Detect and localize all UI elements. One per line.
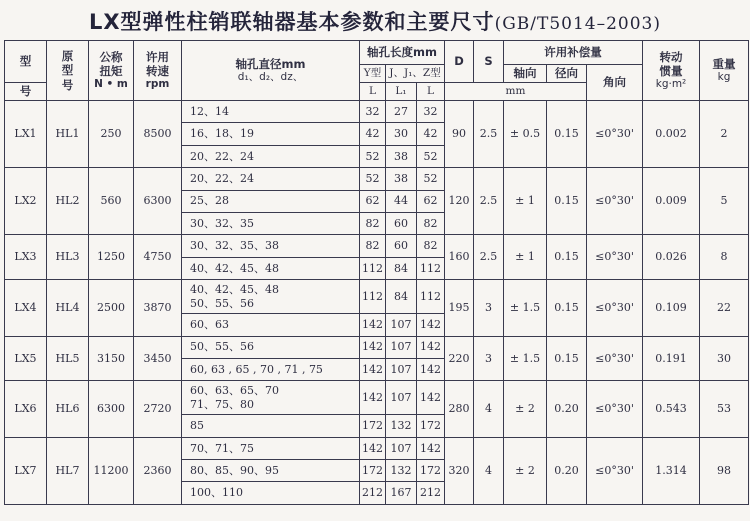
bore-diameter-cell [182, 280, 360, 314]
y-length-cell: 112 [360, 280, 386, 314]
weight-cell: 30 [700, 336, 749, 381]
d-cell: 195 [445, 280, 474, 336]
torque-cell: 1250 [89, 235, 134, 280]
j-l1-length-cell: 27 [386, 101, 417, 123]
y-l-header: L [360, 83, 386, 101]
axial-header: 轴向 [504, 65, 547, 83]
bore-diameter-value: 60、63 [190, 317, 229, 331]
bore-diameter-cell [182, 336, 360, 358]
orig-model-cell: HL2 [47, 168, 89, 235]
orig-model-cell: HL5 [47, 336, 89, 381]
speed-cell: 3870 [134, 280, 182, 336]
j-l-length-cell: 142 [417, 381, 445, 415]
j-l-header: L [417, 83, 445, 101]
j-l1-length-cell: 132 [386, 460, 417, 482]
weight-cell: 2 [700, 101, 749, 168]
y-length-cell: 142 [360, 336, 386, 358]
speed-cell: 8500 [134, 101, 182, 168]
inertia-cell: 0.009 [643, 168, 700, 235]
bore-diameter-cell [182, 101, 360, 123]
torque-cell: 560 [89, 168, 134, 235]
model-header: 型 [5, 41, 47, 83]
j-l-length-cell: 212 [417, 482, 445, 504]
y-length-cell: 142 [360, 437, 386, 459]
bore-diameter-value: 70、71、75 [190, 441, 254, 455]
bore-diameter-value: 60, 63 , 65 , 70 , 71 , 75 [190, 362, 323, 376]
j-l-length-cell: 82 [417, 235, 445, 257]
table-row [5, 437, 749, 459]
angular-cell: ≤0°30' [587, 101, 643, 168]
y-length-cell: 32 [360, 101, 386, 123]
table-row [5, 168, 749, 190]
s-cell: 2.5 [474, 101, 504, 168]
bore-diameter-value: 80、85、90、95 [190, 463, 279, 477]
j-l1-length-cell: 60 [386, 235, 417, 257]
j-l-length-cell: 42 [417, 123, 445, 145]
j-l1-length-cell: 44 [386, 190, 417, 212]
j-l1-length-cell: 107 [386, 381, 417, 415]
radial-header: 径向 [547, 65, 587, 83]
y-length-cell: 42 [360, 123, 386, 145]
bore-diameter-value: 40、42、45、48 [190, 261, 279, 275]
bore-diameter-cell [182, 381, 360, 415]
bore-diameter-cell [182, 235, 360, 257]
speed-cell: 2360 [134, 437, 182, 504]
j-l-length-cell: 142 [417, 314, 445, 336]
bore-diameter-cell [182, 415, 360, 437]
speed-header: 许用 转速 rpm [134, 41, 182, 101]
j-l-length-cell: 112 [417, 280, 445, 314]
model-header-lower: 号 [5, 83, 47, 101]
axial-cell: ± 2 [504, 437, 547, 504]
bore-diameter-cell [182, 168, 360, 190]
y-length-cell: 112 [360, 257, 386, 279]
y-length-cell: 82 [360, 212, 386, 234]
s-cell: 4 [474, 381, 504, 437]
weight-cell: 98 [700, 437, 749, 504]
torque-cell: 6300 [89, 381, 134, 437]
table-row [5, 381, 749, 415]
d-cell: 90 [445, 101, 474, 168]
d-cell: 160 [445, 235, 474, 280]
model-cell: LX6 [5, 381, 47, 437]
orig-model-header: 原 型 号 [47, 41, 89, 101]
bore-diameter-cell [182, 257, 360, 279]
model-cell: LX4 [5, 280, 47, 336]
bore-diameter-cell [182, 314, 360, 336]
y-length-cell: 142 [360, 314, 386, 336]
torque-cell: 2500 [89, 280, 134, 336]
y-length-cell: 52 [360, 145, 386, 167]
orig-model-cell: HL4 [47, 280, 89, 336]
y-length-cell: 52 [360, 168, 386, 190]
model-cell: LX5 [5, 336, 47, 381]
j-l-length-cell: 112 [417, 257, 445, 279]
bore-diameter-value: 30、32、35 [190, 216, 254, 230]
j-l-length-cell: 142 [417, 336, 445, 358]
bore-diameter-cell [182, 482, 360, 504]
d-cell: 280 [445, 381, 474, 437]
s-cell: 2.5 [474, 168, 504, 235]
bore-diameter-value: 50、55、56 [190, 340, 254, 354]
axial-cell: ± 1 [504, 235, 547, 280]
bore-diameter-value: 71、75、80 [190, 397, 254, 411]
j-l1-length-cell: 167 [386, 482, 417, 504]
j-l-length-cell: 82 [417, 212, 445, 234]
y-length-cell: 62 [360, 190, 386, 212]
torque-cell: 250 [89, 101, 134, 168]
j-l-length-cell: 172 [417, 460, 445, 482]
mm-unit-header: mm [445, 83, 587, 101]
d-cell: 220 [445, 336, 474, 381]
weight-cell: 5 [700, 168, 749, 235]
orig-model-cell: HL6 [47, 381, 89, 437]
j-l-length-cell: 52 [417, 145, 445, 167]
j-l1-length-cell: 107 [386, 336, 417, 358]
axial-cell: ± 2 [504, 381, 547, 437]
s-cell: 2.5 [474, 235, 504, 280]
weight-cell: 53 [700, 381, 749, 437]
radial-cell: 0.15 [547, 280, 587, 336]
page-title [0, 4, 750, 40]
radial-cell: 0.20 [547, 437, 587, 504]
s-cell: 3 [474, 280, 504, 336]
bore-diameter-cell [182, 437, 360, 459]
weight-cell: 22 [700, 280, 749, 336]
bore-diameter-value: 40、42、45、48 [190, 282, 279, 296]
model-cell: LX7 [5, 437, 47, 504]
bore-diameter-cell [182, 190, 360, 212]
inertia-header: 转动 惯量 kg·m² [643, 41, 700, 101]
radial-cell: 0.20 [547, 381, 587, 437]
bore-diameter-value: 25、28 [190, 194, 229, 208]
spec-table [4, 40, 749, 505]
j-l1-length-cell: 84 [386, 257, 417, 279]
title-standard: (GB/T5014–2003) [494, 14, 661, 34]
bore-diameter-value: 50、55、56 [190, 296, 254, 310]
inertia-cell: 1.314 [643, 437, 700, 504]
torque-cell: 11200 [89, 437, 134, 504]
j-l-length-cell: 52 [417, 168, 445, 190]
table-row [5, 101, 749, 123]
table-row [5, 280, 749, 314]
orig-model-cell: HL3 [47, 235, 89, 280]
bore-diameter-value: 16、18、19 [190, 127, 254, 141]
table-row [5, 336, 749, 358]
y-length-cell: 142 [360, 358, 386, 380]
speed-cell: 3450 [134, 336, 182, 381]
j-l1-header: L₁ [386, 83, 417, 101]
y-length-cell: 212 [360, 482, 386, 504]
speed-cell: 6300 [134, 168, 182, 235]
bore-diameter-value: 30、32、35、38 [190, 239, 279, 253]
angular-cell: ≤0°30' [587, 336, 643, 381]
j-l1-length-cell: 107 [386, 314, 417, 336]
j-l1-length-cell: 84 [386, 280, 417, 314]
j-l1-length-cell: 132 [386, 415, 417, 437]
j-l1-length-cell: 107 [386, 437, 417, 459]
bore-diameter-value: 85 [190, 419, 204, 433]
y-length-cell: 142 [360, 381, 386, 415]
inertia-cell: 0.543 [643, 381, 700, 437]
speed-cell: 4750 [134, 235, 182, 280]
bore-diameter-cell [182, 145, 360, 167]
j-l1-length-cell: 38 [386, 145, 417, 167]
angular-cell: ≤0°30' [587, 381, 643, 437]
bore-diameter-cell [182, 358, 360, 380]
y-length-cell: 172 [360, 415, 386, 437]
bore-diameter-cell [182, 460, 360, 482]
y-type-header: Y型 [360, 65, 386, 83]
j-l1-length-cell: 30 [386, 123, 417, 145]
angular-cell: ≤0°30' [587, 168, 643, 235]
model-cell: LX3 [5, 235, 47, 280]
orig-model-cell: HL7 [47, 437, 89, 504]
model-cell: LX1 [5, 101, 47, 168]
j-l1-length-cell: 38 [386, 168, 417, 190]
angular-cell: ≤0°30' [587, 280, 643, 336]
inertia-cell: 0.109 [643, 280, 700, 336]
j-l-length-cell: 62 [417, 190, 445, 212]
bore-length-header: 轴孔长度mm [360, 41, 445, 65]
j-z-type-header: J、J₁、Z型 [386, 65, 445, 83]
bore-diameter-cell [182, 212, 360, 234]
bore-diameter-value: 60、63、65、70 [190, 384, 279, 398]
compensation-header: 许用补偿量 [504, 41, 643, 65]
axial-cell: ± 1 [504, 168, 547, 235]
bore-diameter-value: 100、110 [190, 486, 243, 500]
radial-cell: 0.15 [547, 235, 587, 280]
s-cell: 4 [474, 437, 504, 504]
inertia-cell: 0.191 [643, 336, 700, 381]
radial-cell: 0.15 [547, 168, 587, 235]
header-row-1 [5, 41, 749, 65]
weight-cell: 8 [700, 235, 749, 280]
inertia-cell: 0.002 [643, 101, 700, 168]
angular-cell: ≤0°30' [587, 235, 643, 280]
bore-diameter-value: 12、14 [190, 104, 229, 118]
bore-diameter-value: 20、22、24 [190, 171, 254, 185]
j-l-length-cell: 172 [417, 415, 445, 437]
radial-cell: 0.15 [547, 336, 587, 381]
speed-cell: 2720 [134, 381, 182, 437]
table-row [5, 235, 749, 257]
inertia-cell: 0.026 [643, 235, 700, 280]
axial-cell: ± 1.5 [504, 336, 547, 381]
weight-header: 重量 kg [700, 41, 749, 101]
spec-body [5, 101, 749, 505]
orig-model-cell: HL1 [47, 101, 89, 168]
model-cell: LX2 [5, 168, 47, 235]
y-length-cell: 82 [360, 235, 386, 257]
torque-header: 公称 扭矩 N • m [89, 41, 134, 101]
title-main: LX型弹性柱销联轴器基本参数和主要尺寸 [88, 10, 495, 34]
torque-cell: 3150 [89, 336, 134, 381]
d-cell: 320 [445, 437, 474, 504]
bore-diameter-value: 20、22、24 [190, 149, 254, 163]
y-length-cell: 172 [360, 460, 386, 482]
j-l-length-cell: 142 [417, 358, 445, 380]
j-l1-length-cell: 60 [386, 212, 417, 234]
bore-diameter-header: 轴孔直径mm d₁、d₂、dz、 [182, 41, 360, 101]
axial-cell: ± 1.5 [504, 280, 547, 336]
s-cell: 3 [474, 336, 504, 381]
d-cell: 120 [445, 168, 474, 235]
axial-cell: ± 0.5 [504, 101, 547, 168]
j-l-length-cell: 32 [417, 101, 445, 123]
angular-header: 角向 [587, 65, 643, 101]
bore-diameter-cell [182, 123, 360, 145]
s-header: S [474, 41, 504, 83]
d-header: D [445, 41, 474, 83]
j-l-length-cell: 142 [417, 437, 445, 459]
j-l1-length-cell: 107 [386, 358, 417, 380]
radial-cell: 0.15 [547, 101, 587, 168]
angular-cell: ≤0°30' [587, 437, 643, 504]
